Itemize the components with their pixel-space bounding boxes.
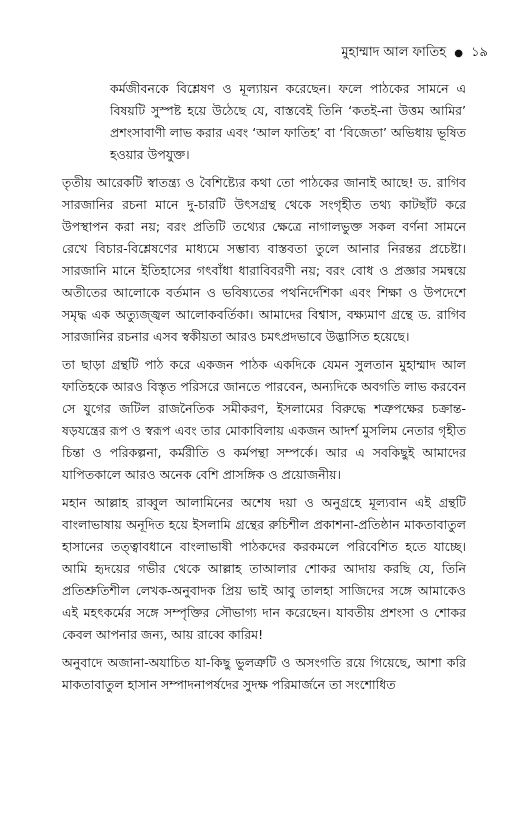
running-header: [341, 45, 488, 62]
paragraph-1: তৃতীয় আরেকটি স্বাতন্ত্র্য ও বৈশিষ্ট্যের কথা তো পাঠকের জানাই আছে! ড. রাগিব সারজানির রচনা মানে দু-চারটি উৎসগ্রন্থ থেকে সংগৃহীত তথ্য কাটছাঁট করে উপস্থাপন করা নয়; বরং প্রতিটি তথ্যের ক্ষেত্রে নাগালভুক্ত সকল বর্ণনা সামনে রেখে বিচার-বিশ্লেষণের মাধ্যমে সম্ভাব্য বাস্তবতা তুলে আনার নিরন্তর প্রচেষ্টা। সারজানি মানে ইতিহাসের গৎবাঁধা ধারাবিবরণী নয়; বরং বোধ ও প্রজ্ঞার সমন্বয়ে অতীতের আলোকে বর্তমান ও ভবিষ্যতের পথনির্দেশিকা এবং শিক্ষা ও উপদেশে সমৃদ্ধ এক অত্যুজ্জ্বল আলোকবর্তিকা। আমাদের বিশ্বাস, বক্ষ্যমাণ গ্রন্থে ড. রাগিব সারজানির রচনার এসব স্বকীয়তা আরও চমৎপ্রদভাবে উদ্ভাসিত হয়েছে।: [62, 175, 466, 344]
page-body: [62, 78, 466, 696]
bullet-separator: ●: [454, 48, 463, 59]
paragraph-3: মহান আল্লাহ রাব্বুল আলামিনের অশেষ দয়া ও অনুগ্রহে মূল্যবান এই গ্রন্থটি বাংলাভাষায় অনূদিত হয়ে ইসলামি গ্রন্থের রুচিশীল প্রকাশনা-প্রতিষ্ঠান মাকতাবাতুল হাসানের তত্ত্বাবধানে বাংলাভাষী পাঠকদের করকমলে পরিবেশিত হতে যাচ্ছে। আমি হৃদয়ের গভীর থেকে আল্লাহ তাআলার শোকর আদায় করছি যে, তিনি প্রতিশ্রুতিশীল লেখক-অনুবাদক প্রিয় ভাই আবু তালহা সাজিদের সঙ্গে আমাকেও এই মহৎকর্মের সঙ্গে সম্পৃক্তির সৌভাগ্য দান করেছেন। যাবতীয় প্রশংসা ও শোকর কেবল আপনার জন্য, আয় রাব্বে কারিম!: [62, 495, 466, 642]
paragraph-2: তা ছাড়া গ্রন্থটি পাঠ করে একজন পাঠক একদিকে যেমন সুলতান মুহাম্মাদ আল ফাতিহকে আরও বিস্তৃত পরিসরে জানতে পারবেন, অন্যদিকে অবগতি লাভ করবেন সে যুগের জটিল রাজনৈতিক সমীকরণ, ইসলামের বিরুদ্ধে শত্রুপক্ষের চক্রান্ত-ষড়যন্ত্রের রূপ ও স্বরূপ এবং তার মোকাবিলায় একজন আদর্শ মুসলিম নেতার গৃহীত চিন্তা ও পরিকল্পনা, কর্মরীতি ও কর্মপন্থা সম্পর্কে। আর এ সবকিছুই আমাদের যাপিতকালে আরও অনেক বেশি প্রাসঙ্গিক ও প্রয়োজনীয়।: [62, 357, 466, 482]
page-number: ১৯: [471, 45, 488, 60]
paragraph-4: অনুবাদে অজানা-অযাচিত যা-কিছু ভুলত্রুটি ও অসংগতি রয়ে গিয়েছে, আশা করি মাকতাবাতুল হাসান সম্পাদনাপর্ষদের সুদক্ষ পরিমার্জনে তা সংশোধিত: [62, 655, 466, 692]
block-quote: কর্মজীবনকে বিশ্লেষণ ও মূল্যায়ন করেছেন। ফলে পাঠকের সামনে এ বিষয়টি সুস্পষ্ট হয়ে উঠেছে যে, বাস্তবেই তিনি ‘কতই-না উত্তম আমির’ প্রশংসাবাণী লাভ করার এবং ‘আল ফাতিহ’ বা ‘বিজেতা’ অভিধায় ভূষিত হওয়ার উপযুক্ত।: [110, 81, 466, 162]
running-title: মুহাম্মাদ আল ফাতিহ: [341, 45, 447, 60]
